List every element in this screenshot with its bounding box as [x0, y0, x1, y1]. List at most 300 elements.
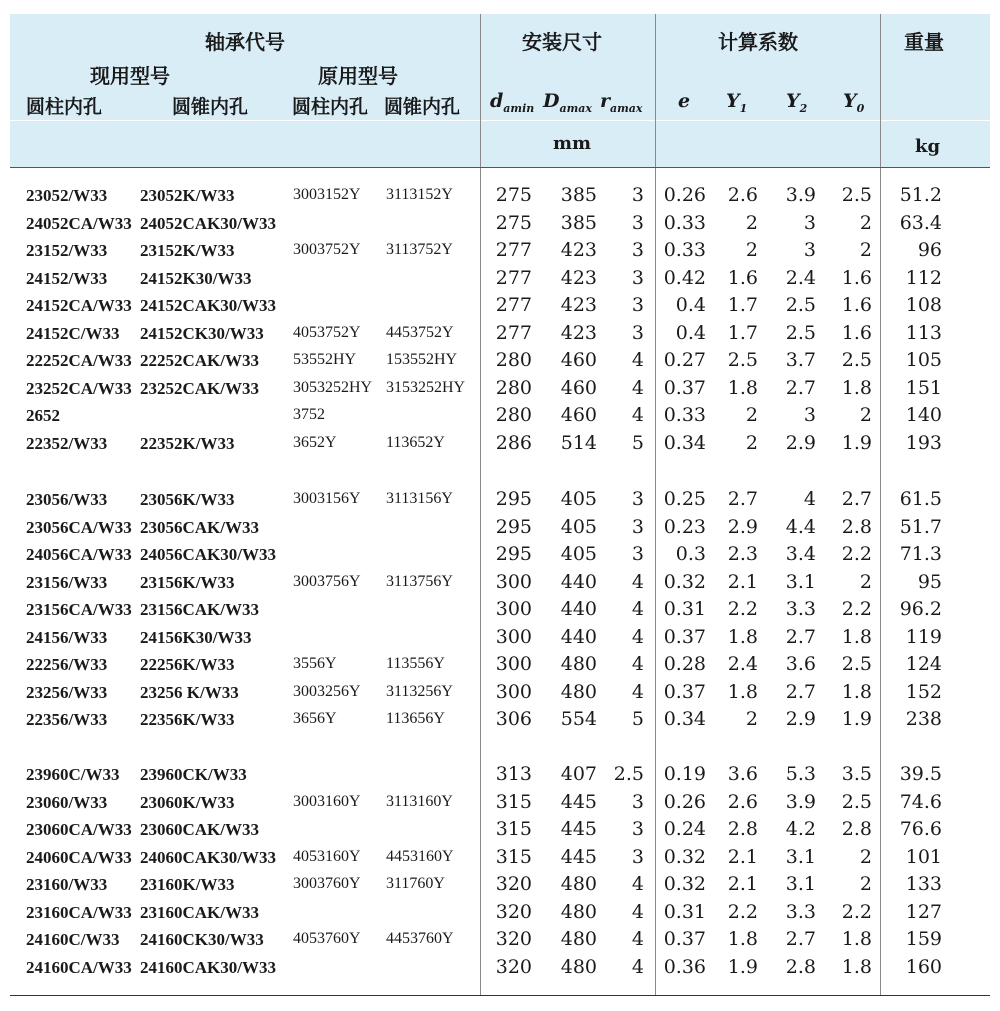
tapered-bore-code: 22252CAK/W33 [140, 351, 259, 370]
da-min-value: 277 [495, 239, 532, 261]
cylindrical-bore-code: 24152C/W33 [26, 323, 120, 343]
y1-value: 2.2 [727, 598, 758, 620]
table-row [0, 901, 1000, 928]
original-cylindrical-code: 4053160Y [293, 847, 361, 865]
cylindrical-bore-code: 23056/W33 [26, 490, 108, 509]
Da-max-value: 423 [560, 321, 597, 344]
original-cylindrical-code: 3652Y [293, 433, 337, 451]
e-value: 0.4 [675, 294, 706, 316]
y0-value: 2 [859, 845, 872, 868]
cylindrical-bore-code: 23160CA/W33 [26, 902, 132, 922]
ra-max-value: 4 [631, 625, 644, 648]
cylindrical-bore-code: 23160/W33 [26, 875, 108, 894]
e-value: 0.37 [663, 376, 706, 399]
ra-max-value: 3 [631, 543, 644, 565]
e-value: 0.26 [663, 184, 706, 206]
y1-value: 2.1 [727, 873, 758, 895]
header-divider [481, 120, 655, 121]
ra-max-value: 4 [631, 404, 644, 426]
weight-value: 105 [905, 349, 942, 371]
cylindrical-bore-code: 24160C/W33 [26, 930, 120, 949]
cylindrical-bore-code: 23152/W33 [26, 241, 108, 260]
y2-symbol: $Y_2$ [786, 90, 808, 115]
ra-max-value: 3 [631, 818, 644, 840]
weight-value: 193 [905, 431, 942, 454]
original-cylindrical-code: 3656Y [293, 710, 337, 727]
y0-value: 2 [859, 211, 872, 234]
y0-value: 1.8 [841, 928, 872, 950]
da-min-symbol: $d_{amin}$ [490, 90, 535, 115]
cylindrical-bore-heading: 圆柱内孔 [26, 96, 103, 118]
table-bottom-rule [10, 995, 990, 996]
table-row [0, 516, 1000, 543]
tapered-bore-code: 23056K/W33 [140, 490, 235, 509]
da-min-value: 277 [495, 266, 532, 289]
y1-value: 1.8 [727, 928, 758, 950]
y1-value: 1.9 [727, 955, 758, 978]
table-row [0, 294, 1000, 321]
cylindrical-bore-code: 23060CA/W33 [26, 820, 132, 839]
Da-max-value: 480 [560, 680, 597, 703]
weight-value: 101 [905, 845, 942, 868]
y2-value: 3.9 [785, 184, 816, 206]
Da-max-value: 440 [560, 598, 597, 620]
weight-heading: 重量 [904, 30, 944, 54]
Da-max-value: 460 [560, 349, 597, 371]
y2-value: 2.7 [785, 376, 816, 399]
original-cylindrical-code: 3003156Y [293, 490, 361, 507]
tapered-bore-code: 23060K/W33 [140, 792, 235, 812]
cylindrical-bore-code: 23060/W33 [26, 792, 108, 812]
header-divider [10, 120, 480, 121]
original-tapered-code: 4453160Y [386, 847, 454, 865]
ra-max-value: 3 [631, 845, 644, 868]
e-value: 0.27 [663, 349, 706, 371]
header-divider [881, 120, 990, 121]
e-value: 0.34 [663, 431, 706, 454]
e-value: 0.24 [663, 818, 706, 840]
y2-value: 3.3 [785, 598, 816, 620]
original-tapered-code: 113656Y [386, 710, 445, 727]
tapered-bore-code: 23060CAK/W33 [140, 820, 259, 839]
y1-symbol: $Y_1$ [726, 90, 748, 115]
y0-value: 1.6 [841, 321, 872, 344]
y2-value: 4 [803, 488, 816, 510]
table-row [0, 404, 1000, 431]
y2-value: 3.3 [785, 900, 816, 923]
e-value: 0.37 [663, 928, 706, 950]
da-min-value: 280 [495, 349, 532, 371]
Da-max-value: 445 [560, 818, 597, 840]
y2-value: 3 [803, 211, 816, 234]
y0-value: 1.9 [841, 431, 872, 454]
da-min-value: 300 [495, 598, 532, 620]
weight-value: 39.5 [899, 763, 942, 785]
table-row [0, 653, 1000, 680]
y1-value: 2.7 [727, 488, 758, 510]
original-cylindrical-code: 3003256Y [293, 682, 361, 700]
weight-value: 133 [905, 873, 942, 895]
ra-max-value: 4 [631, 900, 644, 923]
y1-value: 2 [745, 211, 758, 234]
original-cylindrical-code: 4053760Y [293, 930, 361, 947]
y2-value: 3.4 [785, 543, 816, 565]
weight-value: 96.2 [899, 598, 942, 620]
original-cylindrical-code: 53552HY [293, 351, 357, 368]
e-value: 0.36 [663, 955, 706, 978]
y0-value: 2.2 [841, 598, 872, 620]
y0-value: 1.6 [841, 266, 872, 289]
tapered-bore-code: 22356K/W33 [140, 710, 235, 729]
y0-value: 2 [859, 404, 872, 426]
Da-max-value: 554 [560, 708, 597, 730]
original-tapered-code: 113556Y [386, 655, 445, 672]
ra-max-value: 4 [631, 570, 644, 593]
Da-max-value: 423 [560, 266, 597, 289]
e-value: 0.32 [663, 873, 706, 895]
y0-value: 1.8 [841, 680, 872, 703]
y0-value: 1.6 [841, 294, 872, 316]
ra-max-value: 4 [631, 598, 644, 620]
table-row [0, 626, 1000, 653]
tapered-bore-code: 23156K/W33 [140, 572, 235, 592]
y1-value: 2.5 [727, 349, 758, 371]
da-min-value: 295 [495, 543, 532, 565]
da-min-value: 295 [495, 515, 532, 538]
y1-value: 2.1 [727, 845, 758, 868]
y2-value: 5.3 [785, 763, 816, 785]
original-tapered-code: 311760Y [386, 875, 445, 892]
y0-value: 2.5 [841, 790, 872, 813]
cylindrical-bore-code: 23056CA/W33 [26, 517, 132, 537]
tapered-bore-code: 24152CK30/W33 [140, 323, 264, 343]
y2-value: 2.7 [785, 625, 816, 648]
y2-value: 3.1 [785, 845, 816, 868]
e-value: 0.42 [663, 266, 706, 289]
da-min-value: 300 [495, 625, 532, 648]
mounting-dimensions-heading: 安装尺寸 [522, 30, 602, 54]
ra-max-value: 3 [631, 515, 644, 538]
y2-value: 2.7 [785, 680, 816, 703]
weight-value: 76.6 [899, 818, 942, 840]
weight-value: 119 [905, 625, 942, 648]
calculation-factors-heading: 计算系数 [718, 30, 798, 54]
cylindrical-bore-code: 24060CA/W33 [26, 847, 132, 867]
ra-max-value: 3 [631, 266, 644, 289]
original-cylindrical-code: 3053252HY [293, 378, 373, 396]
da-min-value: 315 [495, 818, 532, 840]
tapered-bore-code: 23960CK/W33 [140, 765, 247, 784]
cylindrical-bore-code: 22256/W33 [26, 655, 108, 674]
Da-max-value: 460 [560, 376, 597, 399]
y2-value: 3 [803, 239, 816, 261]
e-value: 0.33 [663, 211, 706, 234]
weight-value: 113 [905, 321, 942, 344]
original-tapered-code: 113652Y [386, 433, 445, 451]
ra-max-value: 3 [631, 488, 644, 510]
table-row [0, 571, 1000, 598]
tapered-bore-code: 24160CK30/W33 [140, 930, 264, 949]
y0-value: 1.8 [841, 376, 872, 399]
table-row [0, 377, 1000, 404]
table-row [0, 349, 1000, 376]
Da-max-value: 405 [560, 515, 597, 538]
y1-value: 1.7 [727, 321, 758, 344]
ra-max-value: 2.5 [613, 763, 644, 785]
tapered-bore-code: 24056CAK30/W33 [140, 545, 276, 564]
ra-max-value: 5 [631, 431, 644, 454]
da-min-value: 280 [495, 376, 532, 399]
da-min-value: 286 [495, 431, 532, 454]
y1-value: 2 [745, 239, 758, 261]
e-value: 0.3 [675, 543, 706, 565]
y2-value: 2.4 [785, 266, 816, 289]
weight-value: 63.4 [899, 211, 942, 234]
tapered-bore-code: 22352K/W33 [140, 433, 235, 453]
weight-value: 95 [917, 570, 942, 593]
e-value: 0.33 [663, 404, 706, 426]
original-tapered-bore-heading: 圆锥内孔 [384, 96, 461, 118]
original-tapered-code: 3113156Y [386, 490, 453, 507]
tapered-bore-code: 24152K30/W33 [140, 268, 252, 288]
table-row [0, 239, 1000, 266]
y1-value: 2.6 [727, 184, 758, 206]
tapered-bore-code: 23252CAK/W33 [140, 378, 259, 398]
weight-value: 71.3 [899, 543, 942, 565]
unit-mm: mm [553, 133, 592, 154]
weight-value: 160 [905, 955, 942, 978]
da-min-value: 300 [495, 680, 532, 703]
Da-max-value: 440 [560, 570, 597, 593]
cylindrical-bore-code: 24152/W33 [26, 268, 108, 288]
e-value: 0.34 [663, 708, 706, 730]
y1-value: 1.8 [727, 680, 758, 703]
ra-max-value: 3 [631, 211, 644, 234]
y0-value: 2.8 [841, 515, 872, 538]
y1-value: 2.4 [727, 653, 758, 675]
weight-value: 140 [905, 404, 942, 426]
original-tapered-code: 4453752Y [386, 323, 454, 341]
weight-value: 127 [905, 900, 942, 923]
da-min-value: 275 [495, 211, 532, 234]
original-tapered-code: 3113756Y [386, 572, 453, 590]
y1-value: 1.8 [727, 625, 758, 648]
table-row [0, 598, 1000, 625]
y2-value: 3.1 [785, 873, 816, 895]
original-tapered-code: 3153252HY [386, 378, 466, 396]
weight-value: 108 [905, 294, 942, 316]
Da-max-value: 480 [560, 873, 597, 895]
da-min-value: 277 [495, 321, 532, 344]
da-min-value: 315 [495, 845, 532, 868]
ra-max-value: 3 [631, 239, 644, 261]
tapered-bore-code: 23056CAK/W33 [140, 517, 259, 537]
y1-value: 2 [745, 708, 758, 730]
bearing-code-heading: 轴承代号 [205, 30, 285, 54]
original-tapered-code: 3113152Y [386, 186, 453, 203]
current-model-heading: 现用型号 [90, 64, 170, 88]
Da-max-value: 460 [560, 404, 597, 426]
original-cylindrical-code: 3003752Y [293, 241, 361, 258]
da-min-value: 320 [495, 928, 532, 950]
table-row [0, 432, 1000, 459]
da-min-value: 300 [495, 570, 532, 593]
original-tapered-code: 3113160Y [386, 792, 453, 810]
Da-max-value: 480 [560, 955, 597, 978]
cylindrical-bore-code: 23052/W33 [26, 186, 108, 205]
Da-max-value: 405 [560, 543, 597, 565]
y1-value: 2.3 [727, 543, 758, 565]
table-row [0, 956, 1000, 983]
y0-value: 2.2 [841, 900, 872, 923]
original-tapered-code: 3113752Y [386, 241, 453, 258]
y2-value: 4.2 [785, 818, 816, 840]
original-cylindrical-code: 3003152Y [293, 186, 361, 203]
e-value: 0.19 [663, 763, 706, 785]
da-min-value: 313 [495, 763, 532, 785]
cylindrical-bore-code: 24156/W33 [26, 627, 108, 647]
y0-value: 2.5 [841, 184, 872, 206]
y2-value: 2.9 [785, 708, 816, 730]
y0-value: 1.8 [841, 955, 872, 978]
e-value: 0.32 [663, 570, 706, 593]
Da-max-value: 514 [560, 431, 597, 454]
tapered-bore-code: 23256 K/W33 [140, 682, 239, 702]
Da-max-value: 385 [560, 184, 597, 206]
e-value: 0.37 [663, 680, 706, 703]
ra-max-value: 3 [631, 790, 644, 813]
e-symbol: e [678, 90, 691, 112]
tapered-bore-code: 23160CAK/W33 [140, 902, 259, 922]
da-min-value: 320 [495, 900, 532, 923]
Da-max-value: 423 [560, 294, 597, 316]
table-row [0, 681, 1000, 708]
cylindrical-bore-code: 2652 [26, 406, 60, 425]
y1-value: 1.7 [727, 294, 758, 316]
y0-value: 1.8 [841, 625, 872, 648]
da-min-value: 320 [495, 873, 532, 895]
e-value: 0.31 [663, 900, 706, 923]
Da-max-value: 480 [560, 653, 597, 675]
y2-value: 3.1 [785, 570, 816, 593]
da-min-value: 320 [495, 955, 532, 978]
weight-value: 238 [905, 708, 942, 730]
original-tapered-code: 153552HY [386, 351, 458, 368]
y2-value: 2.5 [785, 294, 816, 316]
weight-value: 61.5 [899, 488, 942, 510]
table-row [0, 763, 1000, 790]
ra-max-value: 4 [631, 873, 644, 895]
cylindrical-bore-code: 23156/W33 [26, 572, 108, 592]
ra-max-value: 3 [631, 321, 644, 344]
weight-value: 152 [905, 680, 942, 703]
table-row [0, 791, 1000, 818]
da-min-value: 295 [495, 488, 532, 510]
cylindrical-bore-code: 24052CA/W33 [26, 213, 132, 233]
tapered-bore-code: 23052K/W33 [140, 186, 235, 205]
e-value: 0.28 [663, 653, 706, 675]
ra-max-value: 4 [631, 349, 644, 371]
original-cylindrical-code: 3003756Y [293, 572, 361, 590]
cylindrical-bore-code: 23256/W33 [26, 682, 108, 702]
table-row [0, 267, 1000, 294]
weight-value: 159 [905, 928, 942, 950]
ra-max-value: 4 [631, 955, 644, 978]
y1-value: 2 [745, 431, 758, 454]
Da-max-value: 405 [560, 488, 597, 510]
cylindrical-bore-code: 22356/W33 [26, 710, 108, 729]
cylindrical-bore-code: 22352/W33 [26, 433, 108, 453]
table-row [0, 846, 1000, 873]
tapered-bore-code: 23152K/W33 [140, 241, 235, 260]
y0-value: 2.5 [841, 349, 872, 371]
da-min-value: 300 [495, 653, 532, 675]
y1-value: 2.2 [727, 900, 758, 923]
y2-value: 3.7 [785, 349, 816, 371]
original-model-heading: 原用型号 [318, 64, 398, 88]
da-min-value: 306 [495, 708, 532, 730]
e-value: 0.23 [663, 515, 706, 538]
original-cylindrical-code: 3003760Y [293, 875, 361, 892]
tapered-bore-code: 24152CAK30/W33 [140, 296, 276, 315]
ra-max-value: 3 [631, 294, 644, 316]
table-row [0, 708, 1000, 735]
table-row [0, 543, 1000, 570]
weight-value: 96 [917, 239, 942, 261]
y0-value: 2.8 [841, 818, 872, 840]
Da-max-value: 423 [560, 239, 597, 261]
table-row [0, 488, 1000, 515]
original-cylindrical-bore-heading: 圆柱内孔 [292, 96, 369, 118]
original-cylindrical-code: 3556Y [293, 655, 337, 672]
y0-value: 2 [859, 239, 872, 261]
Da-max-value: 385 [560, 211, 597, 234]
y0-value: 1.9 [841, 708, 872, 730]
header-divider [656, 120, 880, 121]
y2-value: 2.5 [785, 321, 816, 344]
y2-value: 3.9 [785, 790, 816, 813]
y0-value: 2.5 [841, 653, 872, 675]
ra-max-symbol: $r_{amax}$ [600, 90, 643, 115]
y1-value: 2.8 [727, 818, 758, 840]
weight-value: 51.2 [899, 184, 942, 206]
original-cylindrical-code: 4053752Y [293, 323, 361, 341]
da-min-value: 277 [495, 294, 532, 316]
e-value: 0.37 [663, 625, 706, 648]
y1-value: 2.1 [727, 570, 758, 593]
y0-value: 2.7 [841, 488, 872, 510]
table-row [0, 322, 1000, 349]
ra-max-value: 4 [631, 680, 644, 703]
tapered-bore-code: 24060CAK30/W33 [140, 847, 276, 867]
weight-value: 51.7 [899, 515, 942, 538]
y1-value: 3.6 [727, 763, 758, 785]
ra-max-value: 5 [631, 708, 644, 730]
y0-value: 2 [859, 873, 872, 895]
cylindrical-bore-code: 24160CA/W33 [26, 957, 132, 977]
Da-max-value: 440 [560, 625, 597, 648]
y0-symbol: $Y_0$ [843, 90, 865, 115]
original-cylindrical-code: 3003160Y [293, 792, 361, 810]
cylindrical-bore-code: 22252CA/W33 [26, 351, 132, 370]
table-row [0, 818, 1000, 845]
y0-value: 3.5 [841, 763, 872, 785]
da-min-value: 280 [495, 404, 532, 426]
Da-max-value: 445 [560, 790, 597, 813]
e-value: 0.32 [663, 845, 706, 868]
Da-max-value: 445 [560, 845, 597, 868]
table-row [0, 928, 1000, 955]
